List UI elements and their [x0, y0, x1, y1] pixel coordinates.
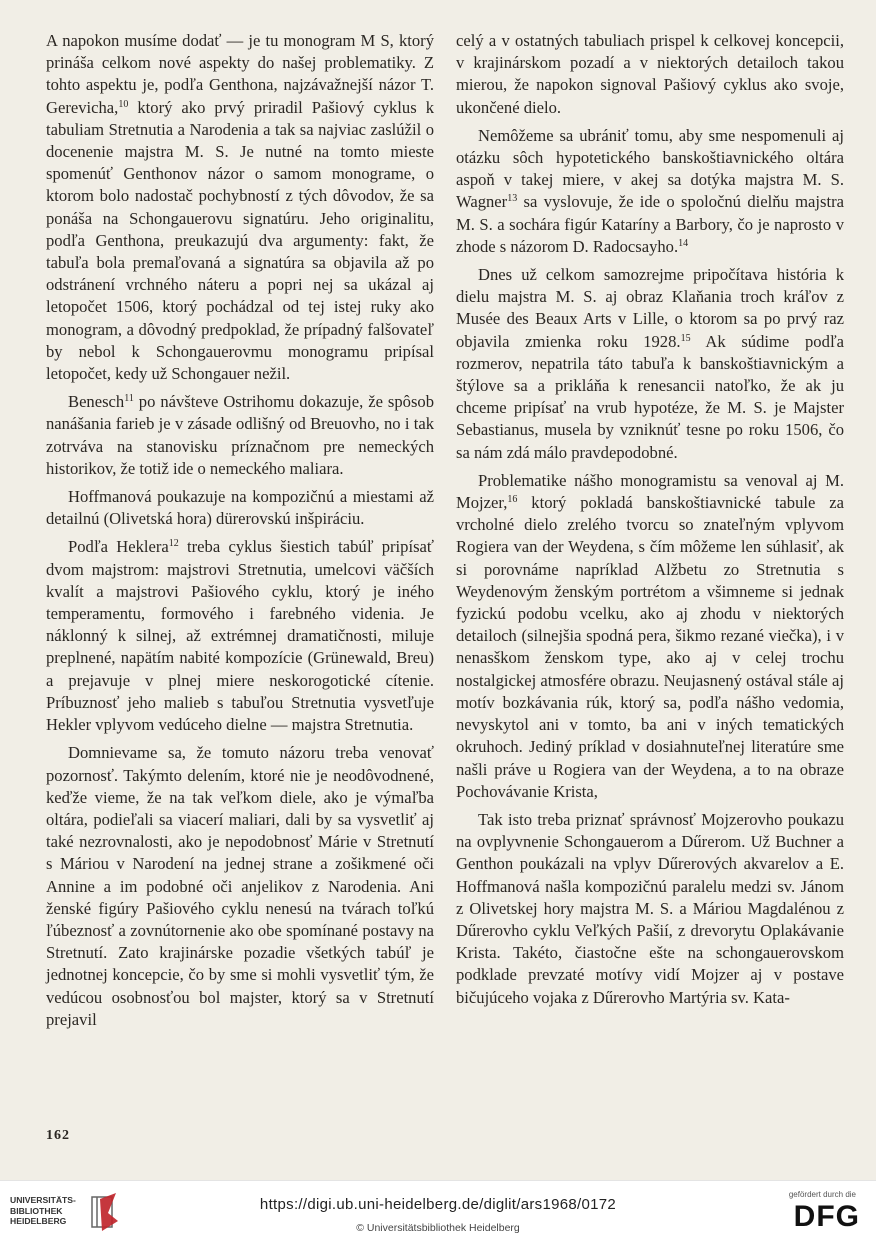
footnote-ref: 16 [507, 494, 518, 506]
funding-caption: gefördert durch die [788, 1190, 856, 1199]
paragraph: Benesch$^{11}$ po návšteve Ostrihomu dokazuje, že spôsob nanášania farieb je v zásade odlišný od Breuovho, no i tak zotrváva na stanovisku príznačnom pre nemeckých historikov, že totiž ide o nemeckého maliara. [46, 392, 434, 478]
paragraph: Tak isto treba priznať správnosť Mojzerovho poukazu na ovplyvnenie Schongauerom a Dűrerom. Už Buchner a Genthon poukázali na vplyv Dűrerových akvarelov a E. Hoffmanová našla kompozičnú paralelu medzi sv. Jánom z Olivetskej hory majstra M. S. a Máriou Magdalénou z Dűrerovho cyklu Veľkých Pašií, z drevorytu Oplakávanie Krista. Takéto, čiastočne ešte na schongauerovskom podklade prevzaté motívy vidí Mojzer aj v postave bičujúceho vojaka z Dűrerovho Martýria sv. Kata- [456, 809, 844, 1007]
copyright-notice: © Universitätsbibliothek Heidelberg [356, 1222, 520, 1234]
paragraph: Nemôžeme sa ubrániť tomu, aby sme nespomenuli aj otázku sôch hypotetického banskoštiavnického oltára aspoň v takej miere, v akej sa dotýka majstra M. S. Wagner$^{13}$ sa vyslovuje, že ide o spoločnú dielňu majstra M. S. a sochára figúr Kataríny a Barbory, čo je naprosto v zhode s názorom D. Radocsayho.$^{14}$ [456, 125, 844, 256]
paragraph: Problematike nášho monogramistu sa venoval aj M. Mojzer,$^{16}$ ktorý pokladá banskoštiavnické tabule za vrcholné dielo zrelého tvorcu so znateľným vplyvom Rogiera van der Weydena, s čím môžeme len súhlasiť, ak si porovnáme napríklad Alžbetu zo Stretnutia s Weydenovým ženským portrétom a všimneme si jednak fyzickú podobu vcelku, ako aj zhodu v niektorých detailoch (silnejšia spodná pera, šikmo rezané viečka), i v nenasškom ženskom type, ako aj v celej trochu nostalgickej atmosfére obrazu. Neujasnený ostával stále aj motív bozkávania rúk, ktorý sa, podľa nášho vedomia, nevyskytol ani v tomto, ba ani v iných tematických okruhoch. Jediný príklad v dosiahnuteľnej literatúre sme našli práve u Rogiera van der Weydena, a to na obraze Pochovávanie Krista, [456, 470, 844, 801]
footnote-ref: 14 [678, 237, 689, 249]
library-name-line: UNIVERSITÄTS- [10, 1195, 76, 1205]
footnote-ref: 15 [680, 332, 691, 344]
footnote-ref: 13 [507, 193, 518, 205]
footnote-ref: 11 [124, 393, 134, 405]
paragraph: Podľa Heklera$^{12}$ treba cyklus šiestich tabúľ pripísať dvom majstrom: majstrovi Stretnutia, umelcovi väčších kvalít a majstrovi Pašiového cyklu, ktorý je iného temperamentu, formového i farebného videnia. Je náklonný k silnej, až extrémnej dramatičnosti, miluje preplnené, napätím nabité kompozície (Grünewald, Breu) a prejavuje v plnej miere neskorogotické cítenie. Príbuznosť jeho malieb s tabuľou Stretnutia vysvetľuje Hekler vplyvom vedúceho dielne — majstra Stretnutia. [46, 537, 434, 735]
paragraph: Dnes už celkom samozrejme pripočítava história k dielu majstra M. S. aj obraz Klaňania troch kráľov z Musée des Beaux Arts v Lille, o ktorom sa po prvý raz objavila zmienka roku 1928.15 Ak súdime podľa rozmerov, nepatrila táto tabuľa k banskoštiavnickým a štýlove sa a prikláňa k renesancii natoľko, že ak ju chceme pripísať na vrub hypotéze, že M. S. je Majster Sebastianus, musela by vzniknúť tesne po roku 1506, čo sa nám zdá málo pravdepodobné. [456, 265, 844, 462]
paragraph: A napokon musíme dodať — je tu monogram M S, ktorý prináša celkom nové aspekty do našej problematiky. Z tohto aspektu je, podľa Genthona, najzávažnejší názor T. Gerevicha,$^{10}$ ktorý ako prvý priradil Pašiový cyklus k tabuliam Stretnutia a Narodenia a tak sa najviac zaslúžil o docenenie majstra M. S. Je nutné na tomto mieste spomenúť Genthonov názor o samom monograme, o ktorom bolo nadostač pochybností z tých dôvodov, že sa ponáša na Schongauerovu signatúru. Jeho originalitu, podľa Genthona, preukazujú dva argumenty: fakt, že tabuľa bola premaľovaná a signatúra sa objavila až po odstránení vrchného náteru a popri nej sa ukázal aj letopočet 1506, ktorý pochádzal od tej istej ruky ako monogram, a dôvodný predpoklad, že prípadný falšovateľ by nebol k Schongauerovmu monogramu pripísal letopočet, kedy už Schongauer nežil. [46, 31, 434, 384]
paragraph: Hoffmanová poukazuje na kompozičnú a miestami až detailnú (Olivetská hora) dürerovskú inšpiráciu. [46, 487, 434, 529]
library-name-line: BIBLIOTHEK [10, 1205, 63, 1216]
permalink-url[interactable]: https://digi.ub.uni-heidelberg.de/diglit/ars1968/0172 [259, 1196, 617, 1213]
right-text-column [456, 30, 844, 1009]
dfg-logo[interactable]: DFG [793, 1200, 860, 1233]
footnote-ref: 12 [168, 538, 179, 550]
footnote-ref: 10 [118, 98, 129, 110]
paragraph: celý a v ostatných tabuliach prispel k celkovej koncepcii, v krajinárskom pozadí a v niektorých detailoch takou mierou, že napokon signoval Pašiový cyklus ako svoje, ukončené dielo. [456, 31, 844, 117]
library-name-line: HEIDELBERG [10, 1216, 67, 1226]
left-text-column [46, 30, 434, 1031]
paragraph: Domnievame sa, že tomuto názoru treba venovať pozornosť. Takýmto delením, ktoré nie je neodôvodnené, keďže vieme, že na tak veľkom diele, ako je výmaľba oltára, podieľali sa viacerí maliari, dali by sa vysvetliť aj také nezrovnalosti, ako je nepodobnosť Márie v Stretnutí s Máriou v Narodení na jednej strane a zošikmené oči Annine a im podobné oči anjelikov z Narodenia. Ani ženské figúry Pašiového cyklu nenesú na tvárach toľkú ľúbeznosť a zovnútornenie ako obe spomínané postavy na Stretnutí. Zato krajinárske pozadie všetkých tabúľ je jednotnej koncepcie, čo by sme si mohli vysvetliť tým, že vedúcou osobnosťou bol majster, ktorý sa v Stretnutí prejavil [46, 743, 434, 1029]
page-number: 162 [46, 1128, 70, 1143]
viewer-footer [0, 1180, 876, 1245]
